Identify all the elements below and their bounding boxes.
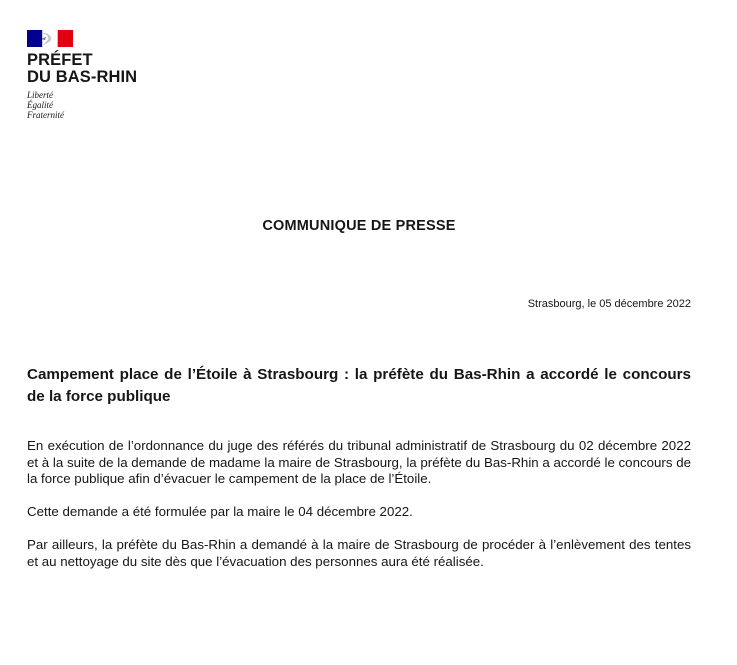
motto-liberte: Liberté xyxy=(27,90,53,100)
paragraph-1: En exécution de l’ordonnance du juge des référés du tribunal administratif de Strasbourg du 02 décembre 2022 et à la suite de la demande de madame la maire de Strasbourg, la préfète du Bas-Rhin a accordé le concours de la force publique afin d’évacuer le campement de la place de l’Étoile. xyxy=(27,438,691,486)
paragraph-3: Par ailleurs, la préfète du Bas-Rhin a demandé à la maire de Strasbourg de procéder à l’enlèvement des tentes et au nettoyage du site dès que l’évacuation des personnes aura été réalisée. xyxy=(27,537,691,569)
prefecture-logo xyxy=(27,30,137,120)
motto-fraternite: Fraternité xyxy=(27,110,64,120)
document-date: Strasbourg, le 05 décembre 2022 xyxy=(527,298,691,310)
prefecture-name xyxy=(27,52,137,86)
republic-motto xyxy=(27,90,137,120)
prefecture-line-2: DU BAS-RHIN xyxy=(27,68,138,86)
marianne-flag-icon xyxy=(27,30,73,47)
paragraph-2: Cette demande a été formulée par la maire le 04 décembre 2022. xyxy=(27,504,413,519)
press-headline: Campement place de l’Étoile à Strasbourg : la préfète du Bas-Rhin a accordé le concours de la force publique xyxy=(27,366,691,405)
prefecture-line-1: PRÉFET xyxy=(27,51,93,69)
press-body xyxy=(27,438,691,587)
motto-egalite: Égalité xyxy=(27,100,53,110)
document-title: COMMUNIQUE DE PRESSE xyxy=(262,218,456,234)
